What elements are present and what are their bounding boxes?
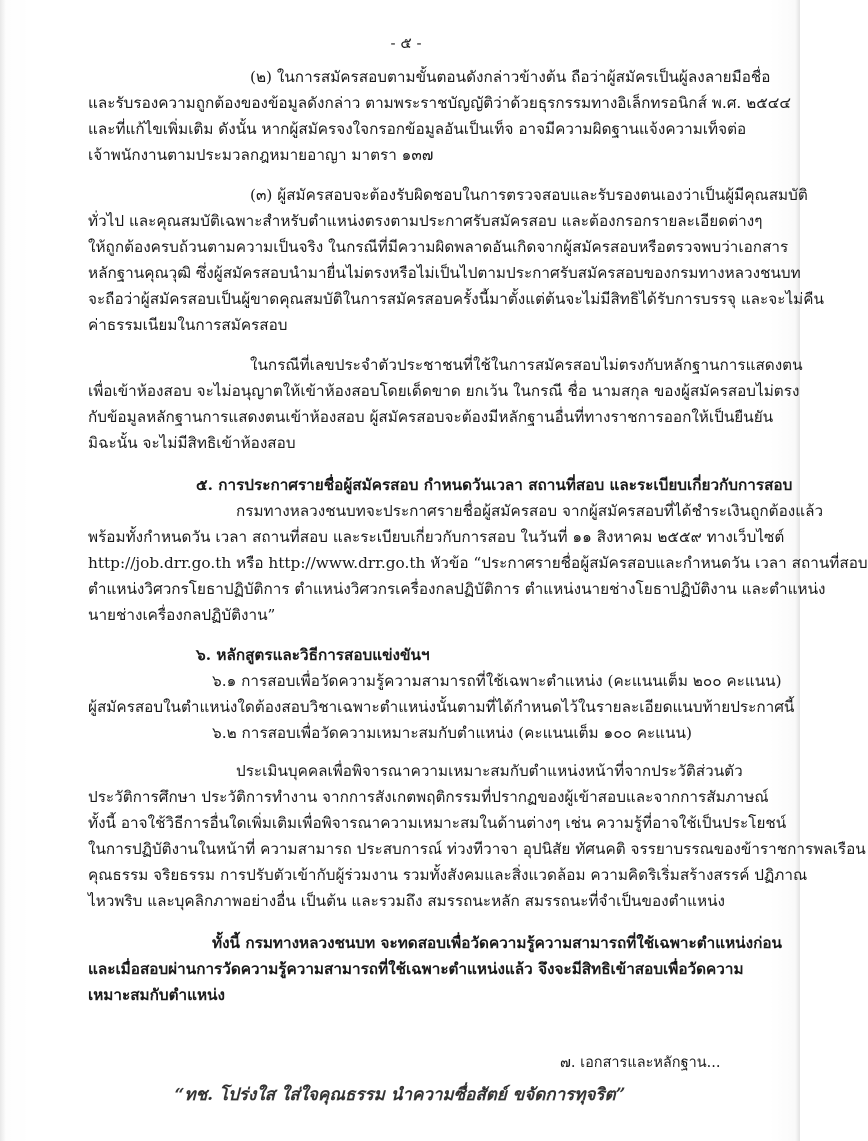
paragraph-line: ค่าธรรมเนียมในการสมัครสอบ (88, 316, 288, 334)
paragraph-line: ๖.๑ การสอบเพื่อวัดความรู้ความสามารถที่ใช้เฉพาะตำแหน่ง (คะแนนเต็ม ๒๐๐ คะแนน) (212, 672, 782, 690)
section-heading-5: ๕. การประกาศรายชื่อผู้สมัครสอบ กำหนดวันเวลา สถานที่สอบ และระเบียบเกี่ยวกับการสอบ (196, 476, 793, 494)
paragraph-line: มิฉะนั้น จะไม่มีสิทธิเข้าห้องสอบ (88, 434, 296, 452)
paragraph-line: กับข้อมูลหลักฐานการแสดงตนเข้าห้องสอบ ผู้สมัครสอบจะต้องมีหลักฐานอื่นที่ทางราชการออกให้เป็นยืนยัน (88, 408, 774, 426)
paragraph-line: เพื่อเข้าห้องสอบ จะไม่อนุญาตให้เข้าห้องสอบโดยเด็ดขาด ยกเว้น ในกรณี ชื่อ นามสกุล ของผู้สมัครสอบไม่ตรง (88, 382, 800, 400)
paragraph-line: จะถือว่าผู้สมัครสอบเป็นผู้ขาดคุณสมบัติในการสมัครสอบครั้งนี้มาตั้งแต่ต้นจะไม่มีสิทธิได้รับการบรรจุ และจะไม่คืน (88, 290, 824, 308)
paragraph-line: และรับรองความถูกต้องของข้อมูลดังกล่าว ตามพระราชบัญญัติว่าด้วยธุรกรรมทางอิเล็กทรอนิกส์ พ.ศ. ๒๕๔๔ (88, 94, 791, 112)
paragraph-line: ทั้งนี้ อาจใช้วิธีการอื่นใดเพิ่มเติมเพื่อพิจารณาความเหมาะสมในด้านต่างๆ เช่น ความรู้ที่อาจใช้เป็นประโยชน์ (88, 814, 787, 832)
paragraph-line: ผู้สมัครสอบในตำแหน่งใดต้องสอบวิชาเฉพาะตำแหน่งนั้นตามที่ได้กำหนดไว้ในรายละเอียดแนบท้ายประกาศนี้ (88, 698, 795, 716)
paragraph-line: คุณธรรม จริยธรรม การปรับตัวเข้ากับผู้ร่วมงาน รวมทั้งสังคมและสิ่งแวดล้อม ความคิดริเริ่มสร้างสรรค์ ปฏิภาณ (88, 866, 808, 884)
paragraph-line: เหมาะสมกับตำแหน่ง (88, 986, 225, 1004)
paragraph-line: ตำแหน่งวิศวกรโยธาปฏิบัติการ ตำแหน่งวิศวกรเครื่องกลปฏิบัติการ ตำแหน่งนายช่างโยธาปฏิบัติงาน และตำแหน่ง (88, 580, 826, 598)
motto-slogan: “ทช. โปร่งใส ใส่ใจคุณธรรม นำความซื่อสัตย์ ขจัดการทุจริต” (174, 1085, 626, 1105)
paragraph-line: ๖.๒ การสอบเพื่อวัดความเหมาะสมกับตำแหน่ง (คะแนนเต็ม ๑๐๐ คะแนน) (212, 724, 692, 742)
paragraph-line: กรมทางหลวงชนบทจะประกาศรายชื่อผู้สมัครสอบ จากผู้สมัครสอบที่ได้ชำระเงินถูกต้องแล้ว (236, 502, 824, 520)
paragraph-line: ทั่วไป และคุณสมบัติเฉพาะสำหรับตำแหน่งตรงตามประกาศรับสมัครสอบ และต้องกรอกรายละเอียดต่างๆ (88, 212, 763, 230)
paragraph-line: นายช่างเครื่องกลปฏิบัติงาน” (88, 606, 276, 624)
page-number: - ๕ - (390, 34, 422, 52)
paragraph-line: ในกรณีที่เลขประจำตัวประชาชนที่ใช้ในการสมัครสอบไม่ตรงกับหลักฐานการแสดงตน (250, 356, 803, 374)
paragraph-line: ประเมินบุคคลเพื่อพิจารณาความเหมาะสมกับตำแหน่งหน้าที่จากประวัติส่วนตัว (236, 762, 743, 780)
paragraph-line: พร้อมทั้งกำหนดวัน เวลา สถานที่สอบ และระเบียบเกี่ยวกับการสอบ ในวันที่ ๑๑ สิงหาคม ๒๕๕๙ ทางเว็บไซต์ (88, 528, 785, 546)
next-page-note: ๗. เอกสารและหลักฐาน... (560, 1055, 721, 1071)
paragraph-line: (๓) ผู้สมัครสอบจะต้องรับผิดชอบในการตรวจสอบและรับรองตนเองว่าเป็นผู้มีคุณสมบัติ (250, 186, 808, 204)
paragraph-line: และที่แก้ไขเพิ่มเติม ดังนั้น หากผู้สมัครจงใจกรอกข้อมูลอันเป็นเท็จ อาจมีความผิดฐานแจ้งความเท็จต่อ (88, 120, 747, 138)
paragraph-line: หลักฐานคุณวุฒิ ซึ่งผู้สมัครสอบนำมายื่นไม่ตรงหรือไม่เป็นไปตามประกาศรับสมัครสอบของกรมทางหลวงชนบท (88, 264, 801, 282)
paragraph-line: เจ้าพนักงานตามประมวลกฎหมายอาญา มาตรา ๑๓๗ (88, 146, 434, 164)
paragraph-line: (๒) ในการสมัครสอบตามขั้นตอนดังกล่าวข้างต้น ถือว่าผู้สมัครเป็นผู้ลงลายมือชื่อ (250, 68, 771, 86)
section-heading-6: ๖. หลักสูตรและวิธีการสอบแข่งขันฯ (196, 646, 430, 664)
paragraph-line: http://job.drr.go.th หรือ http://www.drr.go.th หัวข้อ “ประกาศรายชื่อผู้สมัครสอบและกำหนดวัน เวลา สถานที่สอบ (88, 554, 868, 572)
paragraph-line: ประวัติการศึกษา ประวัติการทำงาน จากการสังเกตพฤติกรรมที่ปรากฏของผู้เข้าสอบและจากการสัมภาษณ์ (88, 788, 769, 806)
paragraph-line: ให้ถูกต้องครบถ้วนตามความเป็นจริง ในกรณีที่มีความผิดพลาดอันเกิดจากผู้สมัครสอบหรือตรวจพบว่าเอกสาร (88, 238, 789, 256)
paragraph-line: และเมื่อสอบผ่านการวัดความรู้ความสามารถที่ใช้เฉพาะตำแหน่งแล้ว จึงจะมีสิทธิเข้าสอบเพื่อวัดความ (88, 960, 744, 978)
paragraph-line: ไหวพริบ และบุคลิกภาพอย่างอื่น เป็นต้น และรวมถึง สมรรถนะหลัก สมรรถนะที่จำเป็นของตำแหน่ง (88, 892, 726, 910)
paragraph-line: ทั้งนี้ กรมทางหลวงชนบท จะทดสอบเพื่อวัดความรู้ความสามารถที่ใช้เฉพาะตำแหน่งก่อน (212, 934, 783, 952)
paragraph-line: ในการปฏิบัติงานในหน้าที่ ความสามารถ ประสบการณ์ ท่วงทีวาจา อุปนิสัย ทัศนคติ จรรยาบรรณของข้าราชการพลเรือน (88, 840, 866, 858)
